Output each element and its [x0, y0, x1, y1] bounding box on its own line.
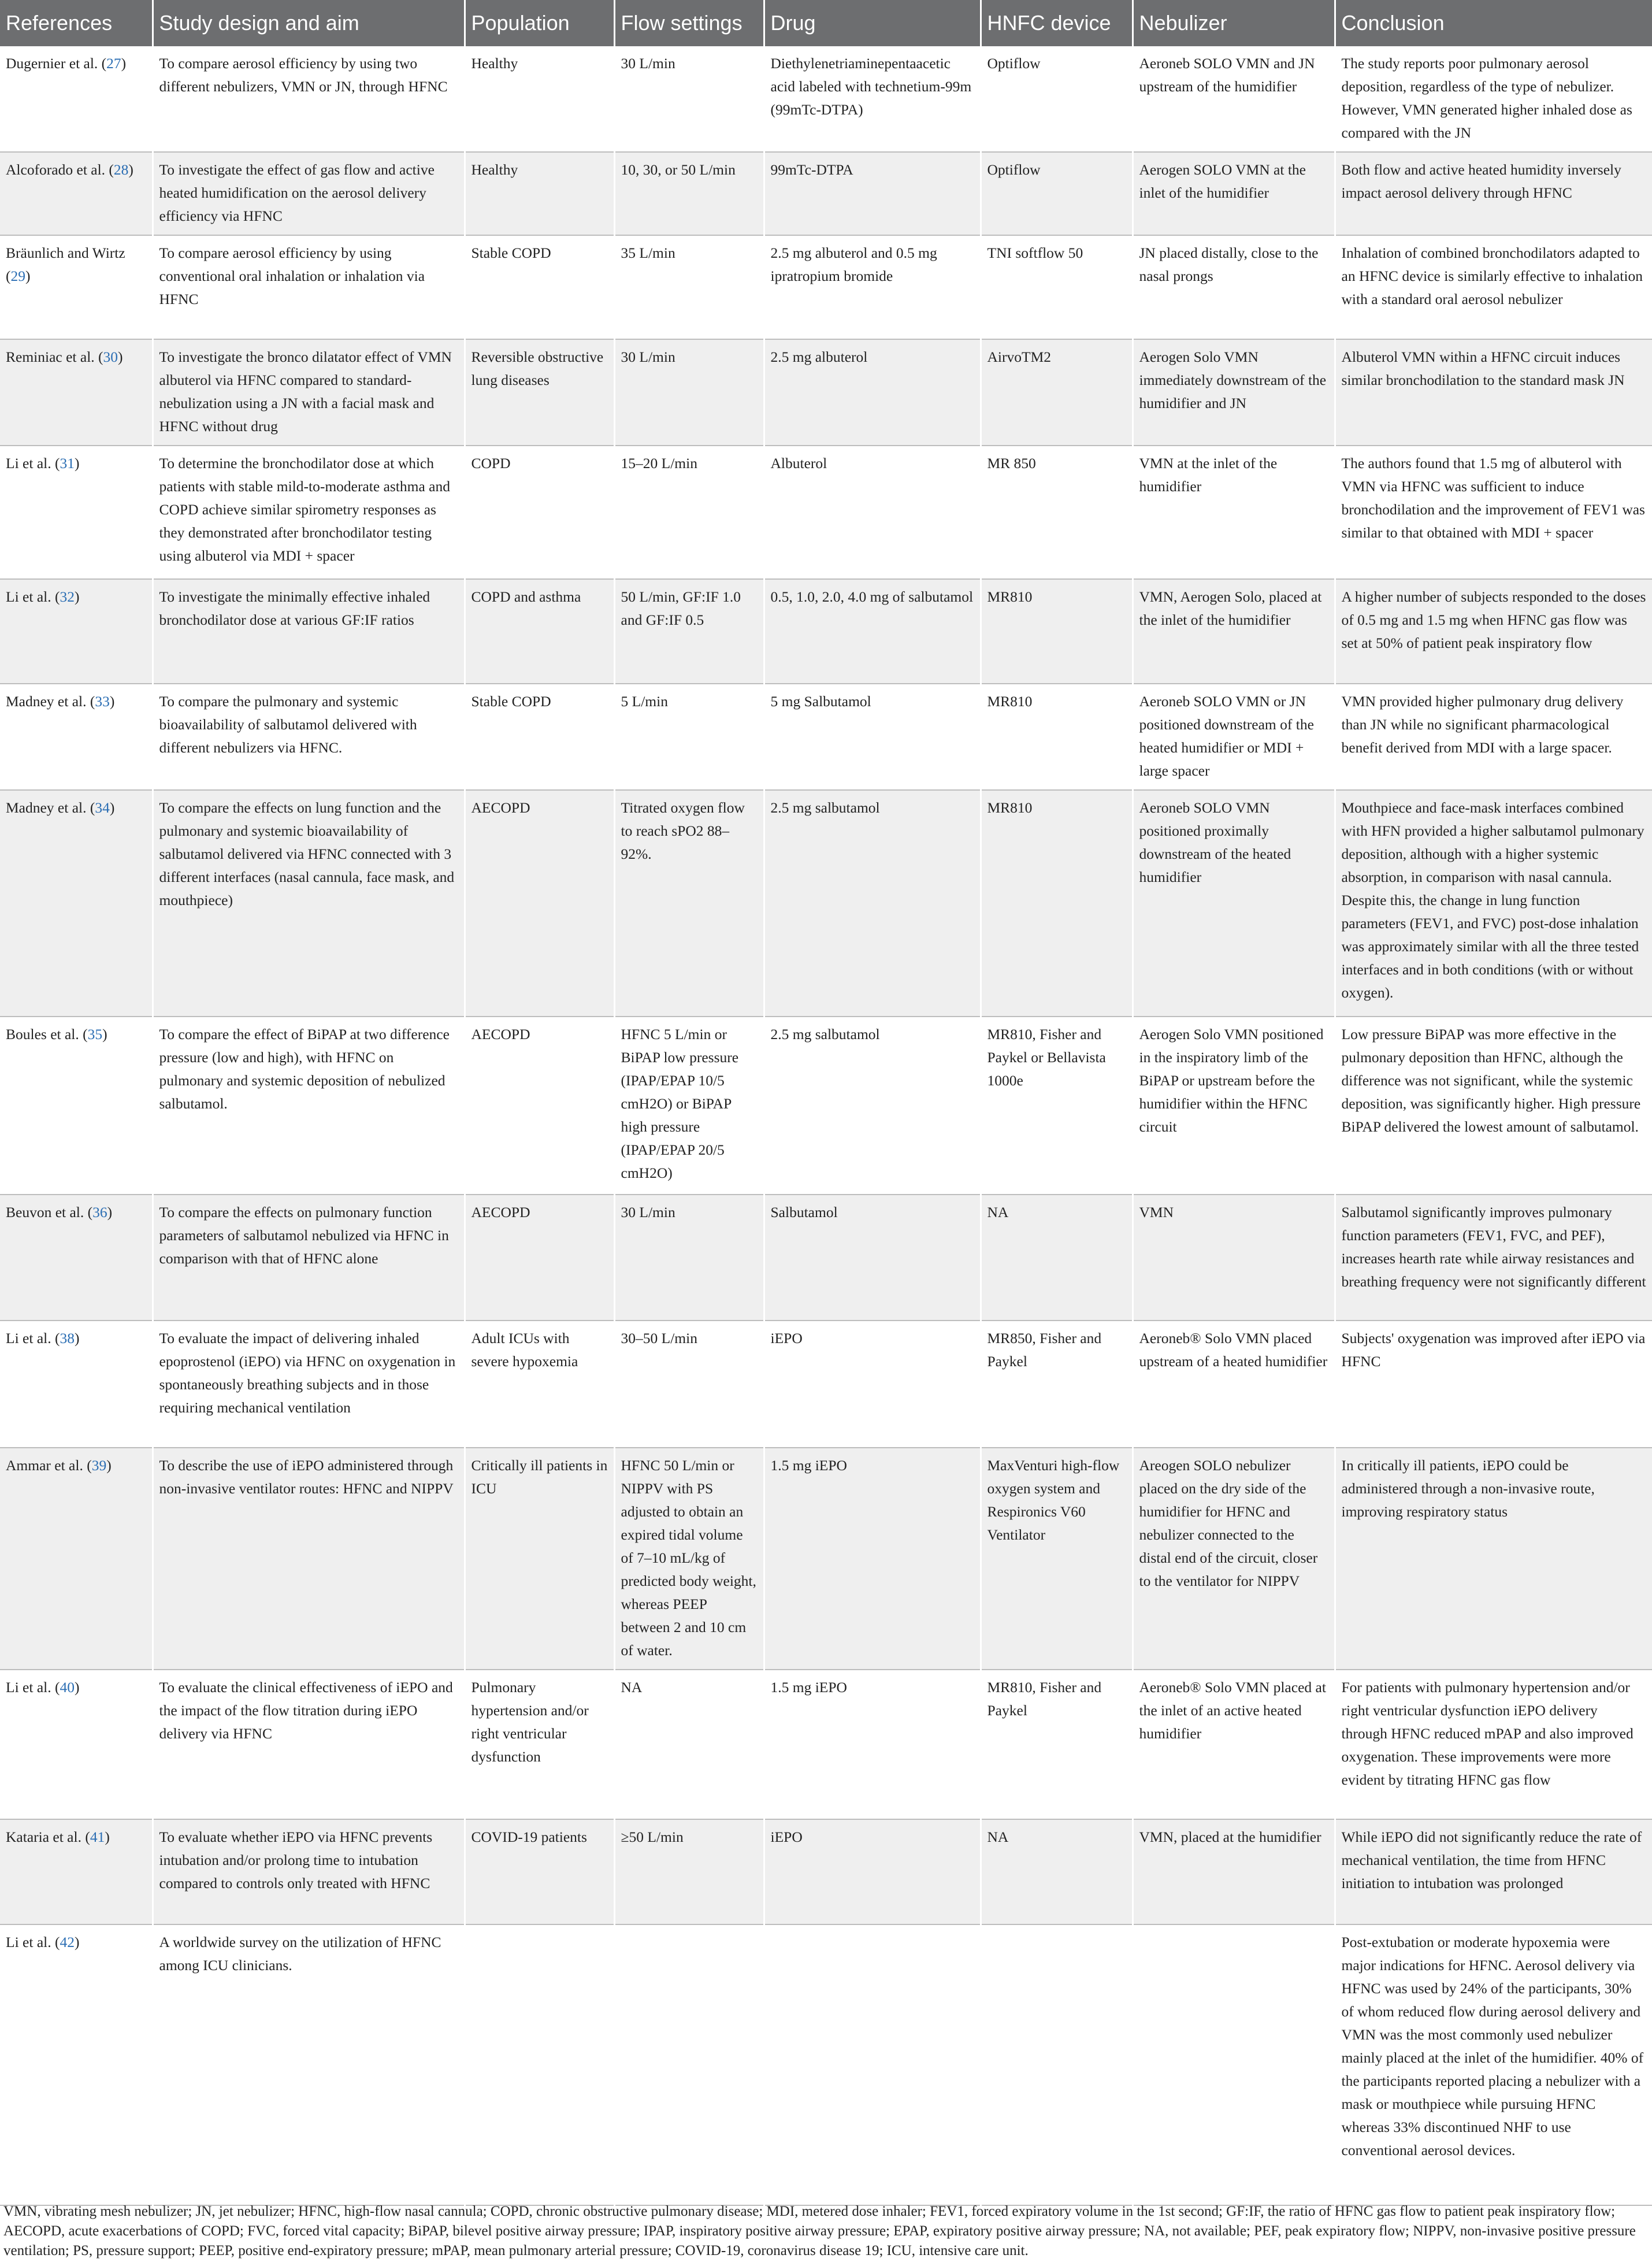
device-cell: MR 850 — [981, 446, 1133, 579]
conclusion-cell: Post-extubation or moderate hypoxemia were major indications for HFNC. Aerosol delivery via HFNC was used by 24% of the participants, 30% of whom reduced flow during aerosol delivery and VMN was the most commonly used nebulizer mainly placed at the inlet of the humidifier. 40% of the participants reported placing a nebulizer with a mask or mouthpiece while pursuing HFNC whereas 33% discontinued NHF to use conventional aerosol devices. — [1335, 1924, 1652, 2205]
device-cell: MR810 — [981, 684, 1133, 790]
population-cell: AECOPD — [465, 1017, 614, 1195]
citation-link[interactable]: 42 — [60, 1934, 75, 1950]
drug-cell: 2.5 mg salbutamol — [764, 1017, 981, 1195]
column-header-conclusion: Conclusion — [1335, 0, 1652, 46]
reference-cell — [0, 1195, 153, 1321]
conclusion-cell: In critically ill patients, iEPO could be administered through a non-invasive route, improving respiratory status — [1335, 1448, 1652, 1670]
table-row — [0, 579, 1652, 684]
nebulizer-cell: JN placed distally, close to the nasal prongs — [1133, 235, 1335, 339]
study-aim-cell: To compare aerosol efficiency by using two different nebulizers, VMN or JN, through HFNC — [153, 46, 465, 152]
column-header-nebulizer: Nebulizer — [1133, 0, 1335, 46]
flow-settings-cell: NA — [614, 1670, 764, 1819]
reference-cell — [0, 1448, 153, 1670]
reference-close: ) — [106, 1457, 112, 1474]
reference-author: Dugernier et al. ( — [6, 55, 107, 72]
nebulizer-cell: VMN, placed at the humidifier — [1133, 1819, 1335, 1924]
reference-author: Alcoforado et al. ( — [6, 161, 114, 178]
population-cell: Adult ICUs with severe hypoxemia — [465, 1321, 614, 1448]
citation-link[interactable]: 39 — [91, 1457, 107, 1474]
drug-cell: 0.5, 1.0, 2.0, 4.0 mg of salbutamol — [764, 579, 981, 684]
citation-link[interactable]: 32 — [60, 588, 75, 605]
population-cell: COVID-19 patients — [465, 1819, 614, 1924]
column-header-drug: Drug — [764, 0, 981, 46]
drug-cell: 1.5 mg iEPO — [764, 1448, 981, 1670]
study-aim-cell: To evaluate whether iEPO via HFNC prevents intubation and/or prolong time to intubation compared to controls only treated with HFNC — [153, 1819, 465, 1924]
population-cell: Reversible obstructive lung diseases — [465, 339, 614, 446]
flow-settings-cell: 35 L/min — [614, 235, 764, 339]
citation-link[interactable]: 28 — [113, 161, 129, 178]
table-row — [0, 46, 1652, 152]
citation-link[interactable]: 41 — [90, 1829, 105, 1845]
conclusion-cell: Subjects' oxygenation was improved after iEPO via HFNC — [1335, 1321, 1652, 1448]
nebulizer-cell: VMN — [1133, 1195, 1335, 1321]
flow-settings-cell — [614, 1924, 764, 2205]
conclusion-cell: VMN provided higher pulmonary drug delivery than JN while no significant pharmacological benefit derived from MDI with a large spacer. — [1335, 684, 1652, 790]
nebulizer-cell: Aerogen Solo VMN positioned in the inspiratory limb of the BiPAP or upstream before the humidifier within the HFNC circuit — [1133, 1017, 1335, 1195]
device-cell: NA — [981, 1195, 1133, 1321]
reference-author: Li et al. ( — [6, 455, 60, 472]
study-aim-cell: To describe the use of iEPO administered through non-invasive ventilator routes: HFNC and NIPPV — [153, 1448, 465, 1670]
population-cell — [465, 1924, 614, 2205]
table-row — [0, 1448, 1652, 1670]
study-aim-cell: A worldwide survey on the utilization of HFNC among ICU clinicians. — [153, 1924, 465, 2205]
conclusion-cell: For patients with pulmonary hypertension and/or right ventricular dysfunction iEPO delivery through HFNC reduced mPAP and also improved oxygenation. These improvements were more evident by titrating HFNC gas flow — [1335, 1670, 1652, 1819]
flow-settings-cell: 30 L/min — [614, 1195, 764, 1321]
population-cell: Stable COPD — [465, 235, 614, 339]
drug-cell: 1.5 mg iEPO — [764, 1670, 981, 1819]
reference-author: Reminiac et al. ( — [6, 348, 103, 365]
table-row — [0, 1017, 1652, 1195]
table-row — [0, 339, 1652, 446]
conclusion-cell: A higher number of subjects responded to the doses of 0.5 mg and 1.5 mg when HFNC gas flow was set at 50% of patient peak inspiratory flow — [1335, 579, 1652, 684]
flow-settings-cell: Titrated oxygen flow to reach sPO2 88–92%. — [614, 790, 764, 1017]
conclusion-cell: Salbutamol significantly improves pulmonary function parameters (FEV1, FVC, and PEF), increases hearth rate while airway resistances and breathing frequency were not significantly different — [1335, 1195, 1652, 1321]
drug-cell: Salbutamol — [764, 1195, 981, 1321]
table-row — [0, 152, 1652, 235]
citation-link[interactable]: 40 — [60, 1679, 75, 1696]
reference-close: ) — [74, 588, 80, 605]
reference-cell — [0, 1017, 153, 1195]
column-header-device: HNFC device — [981, 0, 1133, 46]
reference-author: Li et al. ( — [6, 1934, 60, 1950]
citation-link[interactable]: 27 — [106, 55, 121, 72]
reference-author: Kataria et al. ( — [6, 1829, 90, 1845]
device-cell: NA — [981, 1819, 1133, 1924]
device-cell: MR810 — [981, 579, 1133, 684]
nebulizer-cell: Areogen SOLO nebulizer placed on the dry side of the humidifier for HFNC and nebulizer connected to the distal end of the circuit, closer to the ventilator for NIPPV — [1133, 1448, 1335, 1670]
citation-link[interactable]: 30 — [103, 348, 118, 365]
reference-cell — [0, 1670, 153, 1819]
citation-link[interactable]: 29 — [10, 268, 25, 284]
study-aim-cell: To investigate the effect of gas flow and active heated humidification on the aerosol delivery efficiency via HFNC — [153, 152, 465, 235]
table-row — [0, 446, 1652, 579]
drug-cell: 5 mg Salbutamol — [764, 684, 981, 790]
drug-cell — [764, 1924, 981, 2205]
table-row — [0, 1321, 1652, 1448]
flow-settings-cell: ≥50 L/min — [614, 1819, 764, 1924]
flow-settings-cell: 15–20 L/min — [614, 446, 764, 579]
reference-cell — [0, 446, 153, 579]
population-cell: COPD and asthma — [465, 579, 614, 684]
study-aim-cell: To evaluate the clinical effectiveness of iEPO and the impact of the flow titration during iEPO delivery via HFNC — [153, 1670, 465, 1819]
flow-settings-cell: 10, 30, or 50 L/min — [614, 152, 764, 235]
reference-author: Li et al. ( — [6, 588, 60, 605]
reference-cell — [0, 684, 153, 790]
drug-cell: Albuterol — [764, 446, 981, 579]
reference-author: Li et al. ( — [6, 1679, 60, 1696]
population-cell: AECOPD — [465, 790, 614, 1017]
reference-author: Beuvon et al. ( — [6, 1204, 93, 1221]
reference-close: ) — [121, 55, 127, 72]
reference-close: ) — [109, 799, 115, 816]
reference-cell — [0, 1819, 153, 1924]
reference-close: ) — [107, 1204, 113, 1221]
study-aim-cell: To compare the pulmonary and systemic bioavailability of salbutamol delivered with different nebulizers via HFNC. — [153, 684, 465, 790]
citation-link[interactable]: 36 — [92, 1204, 107, 1221]
reference-author: Boules et al. ( — [6, 1026, 88, 1043]
nebulizer-cell: VMN at the inlet of the humidifier — [1133, 446, 1335, 579]
nebulizer-cell: Aeroneb® Solo VMN placed at the inlet of an active heated humidifier — [1133, 1670, 1335, 1819]
citation-link[interactable]: 31 — [60, 455, 75, 472]
reference-close: ) — [74, 1330, 80, 1347]
reference-cell — [0, 152, 153, 235]
column-header-flow-settings: Flow settings — [614, 0, 764, 46]
reference-close: ) — [105, 1829, 110, 1845]
table-row — [0, 1924, 1652, 2205]
device-cell: MR810, Fisher and Paykel or Bellavista 1000e — [981, 1017, 1133, 1195]
citation-link[interactable]: 33 — [95, 693, 110, 710]
study-aim-cell: To compare the effects on pulmonary function parameters of salbutamol nebulized via HFNC in comparison with that of HFNC alone — [153, 1195, 465, 1321]
reference-close: ) — [25, 268, 31, 284]
conclusion-cell: The study reports poor pulmonary aerosol deposition, regardless of the type of nebulizer. However, VMN generated higher inhaled dose as compared with the JN — [1335, 46, 1652, 152]
population-cell: Critically ill patients in ICU — [465, 1448, 614, 1670]
population-cell: Healthy — [465, 152, 614, 235]
citation-link[interactable]: 35 — [87, 1026, 103, 1043]
conclusion-cell: Both flow and active heated humidity inversely impact aerosol delivery through HFNC — [1335, 152, 1652, 235]
device-cell: MR810, Fisher and Paykel — [981, 1670, 1133, 1819]
device-cell: Optiflow — [981, 46, 1133, 152]
study-aim-cell: To compare aerosol efficiency by using conventional oral inhalation or inhalation via HFNC — [153, 235, 465, 339]
reference-close: ) — [74, 1679, 80, 1696]
device-cell: TNI softflow 50 — [981, 235, 1133, 339]
flow-settings-cell: 30–50 L/min — [614, 1321, 764, 1448]
table-row — [0, 684, 1652, 790]
nebulizer-cell — [1133, 1924, 1335, 2205]
flow-settings-cell: 30 L/min — [614, 46, 764, 152]
device-cell — [981, 1924, 1133, 2205]
flow-settings-cell: 30 L/min — [614, 339, 764, 446]
device-cell: Optiflow — [981, 152, 1133, 235]
study-aim-cell: To compare the effect of BiPAP at two difference pressure (low and high), with HFNC on pulmonary and systemic deposition of nebulized salbutamol. — [153, 1017, 465, 1195]
population-cell: AECOPD — [465, 1195, 614, 1321]
nebulizer-cell: Aeroneb SOLO VMN positioned proximally downstream of the heated humidifier — [1133, 790, 1335, 1017]
reference-author: Ammar et al. ( — [6, 1457, 92, 1474]
citation-link[interactable]: 34 — [95, 799, 110, 816]
nebulizer-cell: Aeroneb® Solo VMN placed upstream of a heated humidifier — [1133, 1321, 1335, 1448]
flow-settings-cell: HFNC 50 L/min or NIPPV with PS adjusted to obtain an expired tidal volume of 7–10 mL/kg of predicted body weight, whereas PEEP between 2 and 10 cm of water. — [614, 1448, 764, 1670]
nebulizer-cell: Aerogen SOLO VMN at the inlet of the humidifier — [1133, 152, 1335, 235]
reference-close: ) — [74, 1934, 80, 1950]
table-row — [0, 1195, 1652, 1321]
device-cell: MaxVenturi high-flow oxygen system and Respironics V60 Ventilator — [981, 1448, 1133, 1670]
reference-cell — [0, 339, 153, 446]
conclusion-cell: Albuterol VMN within a HFNC circuit induces similar bronchodilation to the standard mask JN — [1335, 339, 1652, 446]
reference-cell — [0, 46, 153, 152]
citation-link[interactable]: 38 — [60, 1330, 75, 1347]
flow-settings-cell: 50 L/min, GF:IF 1.0 and GF:IF 0.5 — [614, 579, 764, 684]
population-cell: COPD — [465, 446, 614, 579]
population-cell: Healthy — [465, 46, 614, 152]
reference-close: ) — [118, 348, 123, 365]
device-cell: AirvoTM2 — [981, 339, 1133, 446]
table-row — [0, 790, 1652, 1017]
drug-cell: iEPO — [764, 1819, 981, 1924]
table-header-row — [0, 0, 1652, 46]
study-aim-cell: To determine the bronchodilator dose at which patients with stable mild-to-moderate asthma and COPD achieve similar spirometry responses as they demonstrated after bronchodilator testing using albuterol via MDI + spacer — [153, 446, 465, 579]
nebulizer-cell: Aerogen Solo VMN immediately downstream of the humidifier and JN — [1133, 339, 1335, 446]
drug-cell: Diethylenetriaminepentaacetic acid labeled with technetium-99m (99mTc-DTPA) — [764, 46, 981, 152]
table-row — [0, 235, 1652, 339]
drug-cell: 2.5 mg salbutamol — [764, 790, 981, 1017]
conclusion-cell: The authors found that 1.5 mg of albuterol with VMN via HFNC was sufficient to induce bronchodilation and the improvement of FEV1 was similar to that obtained with MDI + spacer — [1335, 446, 1652, 579]
table-body — [0, 46, 1652, 2205]
reference-cell — [0, 579, 153, 684]
drug-cell: 2.5 mg albuterol and 0.5 mg ipratropium bromide — [764, 235, 981, 339]
study-aim-cell: To compare the effects on lung function and the pulmonary and systemic bioavailability of salbutamol delivered via HFNC connected with 3 different interfaces (nasal cannula, face mask, and mouthpiece) — [153, 790, 465, 1017]
nebulizer-cell: VMN, Aerogen Solo, placed at the inlet of the humidifier — [1133, 579, 1335, 684]
table-footnote: VMN, vibrating mesh nebulizer; JN, jet nebulizer; HFNC, high-flow nasal cannula; COPD, chronic obstructive pulmonary disease; MDI, metered dose inhaler; FEV1, forced expiratory volume in the 1st second; GF:IF, the ratio of HFNC gas flow to patient peak inspiratory flow; AECOPD, acute exacerbations of COPD; FVC, forced vital capacity; BiPAP, bilevel positive airway pressure; IPAP, inspiratory positive airway pressure; EPAP, expiratory positive airway pressure; NA, not available; PEF, peak expiratory flow; NIPPV, non-invasive positive pressure ventilation; PS, pressure support; PEEP, positive end-expiratory pressure; mPAP, mean pulmonary arterial pressure; COVID-19, coronavirus disease 19; ICU, intensive care unit. — [3, 2204, 1636, 2258]
drug-cell: 99mTc-DTPA — [764, 152, 981, 235]
reference-close: ) — [109, 693, 115, 710]
reference-cell — [0, 235, 153, 339]
reference-cell — [0, 790, 153, 1017]
flow-settings-cell: HFNC 5 L/min or BiPAP low pressure (IPAP/EPAP 10/5 cmH2O) or BiPAP high pressure (IPAP/EPAP 20/5 cmH2O) — [614, 1017, 764, 1195]
study-aim-cell: To investigate the minimally effective inhaled bronchodilator dose at various GF:IF ratios — [153, 579, 465, 684]
conclusion-cell: Low pressure BiPAP was more effective in the pulmonary deposition than HFNC, although the difference was not significant, while the systemic deposition, was significantly higher. High pressure BiPAP delivered the lowest amount of salbutamol. — [1335, 1017, 1652, 1195]
column-header-population: Population — [465, 0, 614, 46]
table-row — [0, 1670, 1652, 1819]
column-header-references: References — [0, 0, 153, 46]
device-cell: MR850, Fisher and Paykel — [981, 1321, 1133, 1448]
device-cell: MR810 — [981, 790, 1133, 1017]
reference-author: Bräunlich and Wirtz ( — [6, 244, 125, 284]
nebulizer-cell: Aeroneb SOLO VMN and JN upstream of the humidifier — [1133, 46, 1335, 152]
study-aim-cell: To investigate the bronco dilatator effect of VMN albuterol via HFNC compared to standard-nebulization using a JN with a facial mask and HFNC without drug — [153, 339, 465, 446]
drug-cell: 2.5 mg albuterol — [764, 339, 981, 446]
flow-settings-cell: 5 L/min — [614, 684, 764, 790]
reference-cell — [0, 1321, 153, 1448]
conclusion-cell: Inhalation of combined bronchodilators adapted to an HFNC device is similarly effective to inhalation with a standard oral aerosol nebulizer — [1335, 235, 1652, 339]
reference-close: ) — [128, 161, 133, 178]
conclusion-cell: While iEPO did not significantly reduce the rate of mechanical ventilation, the time from HFNC initiation to intubation was prolonged — [1335, 1819, 1652, 1924]
table-row — [0, 1819, 1652, 1924]
reference-close: ) — [74, 455, 80, 472]
conclusion-cell: Mouthpiece and face-mask interfaces combined with HFN provided a higher salbutamol pulmonary deposition, although with a higher systemic absorption, in comparison with nasal cannula. Despite this, the change in lung function parameters (FEV1, and FVC) post-dose inhalation was approximately similar with all the three tested interfaces and in both conditions (with or without oxygen). — [1335, 790, 1652, 1017]
column-header-study-design: Study design and aim — [153, 0, 465, 46]
nebulizer-cell: Aeroneb SOLO VMN or JN positioned downstream of the heated humidifier or MDI + large spacer — [1133, 684, 1335, 790]
reference-author: Madney et al. ( — [6, 693, 95, 710]
study-aim-cell: To evaluate the impact of delivering inhaled epoprostenol (iEPO) via HFNC on oxygenation in spontaneously breathing subjects and in those requiring mechanical ventilation — [153, 1321, 465, 1448]
reference-author: Li et al. ( — [6, 1330, 60, 1347]
reference-cell — [0, 1924, 153, 2205]
reference-close: ) — [102, 1026, 107, 1043]
population-cell: Pulmonary hypertension and/or right ventricular dysfunction — [465, 1670, 614, 1819]
reference-author: Madney et al. ( — [6, 799, 95, 816]
drug-cell: iEPO — [764, 1321, 981, 1448]
population-cell: Stable COPD — [465, 684, 614, 790]
